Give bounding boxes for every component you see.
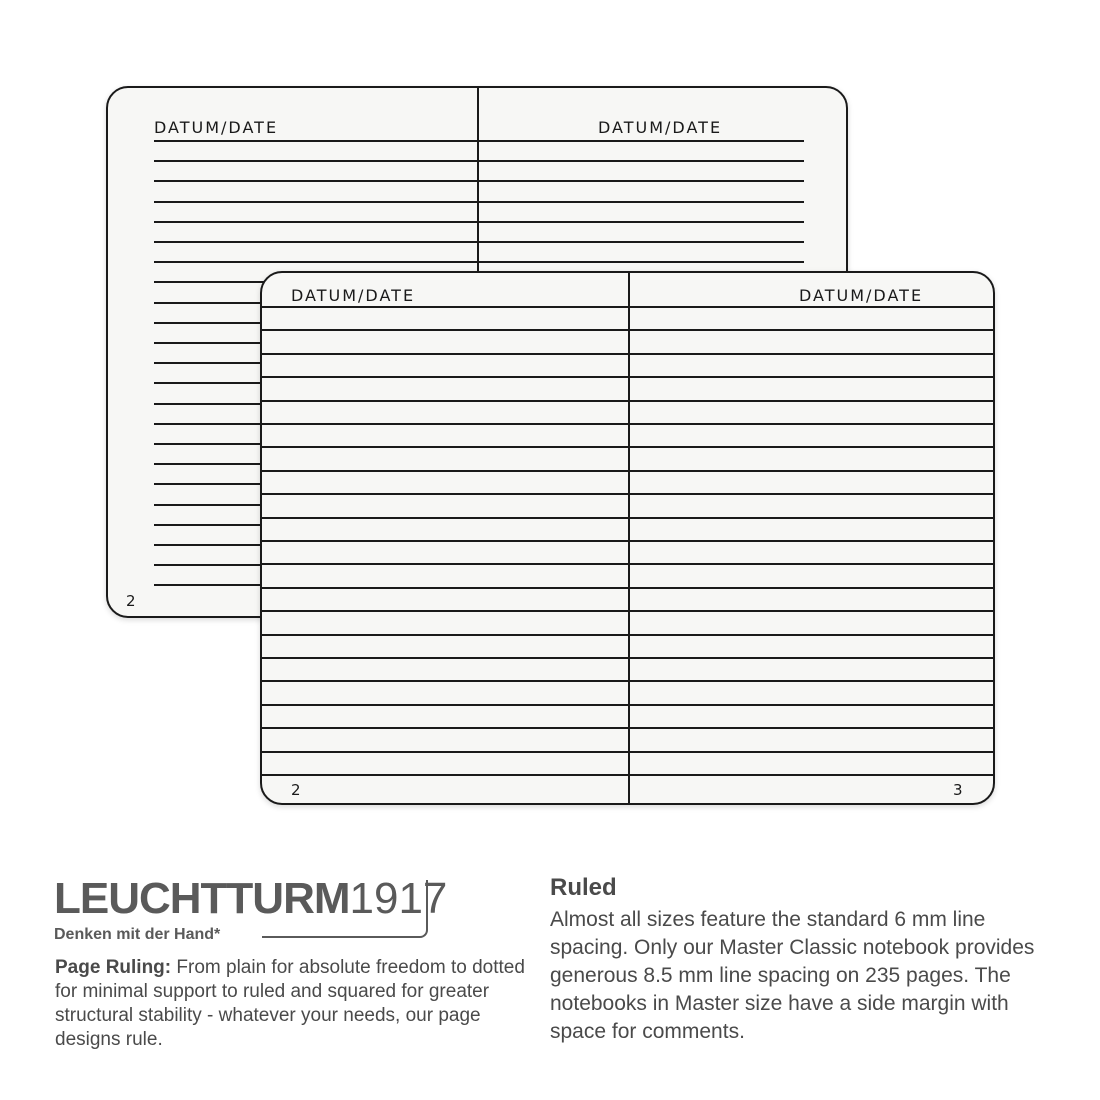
notebook-front-rule-line [262, 400, 995, 402]
notebook-front-rule-line [262, 446, 995, 448]
brand-logo-bracket [262, 880, 428, 938]
notebook-back-rule-line [154, 140, 804, 142]
notebook-front-rule-line [262, 634, 995, 636]
brand-year: 1917 [349, 874, 448, 923]
notebook-back-left-date-label: DATUM/DATE [154, 118, 279, 137]
notebook-front-rule-line [262, 610, 995, 612]
notebook-front-rule-line [262, 540, 995, 542]
notebook-front-rule-line [262, 563, 995, 565]
notebook-back-rule-line [154, 241, 804, 243]
notebook-back-rule-line [154, 221, 804, 223]
notebook-front-rule-line [262, 680, 995, 682]
ruled-description: Almost all sizes feature the standard 6 mm line spacing. Only our Master Classic notebook provides generous 8.5 mm line spacing on 235 pages. The notebooks in Master size have a side margin with space for comments. [550, 908, 1035, 1043]
notebook-front-rule-line [262, 493, 995, 495]
notebook-front-rule-line [262, 329, 995, 331]
brand-name: LEUCHTTURM [54, 874, 350, 923]
notebook-front-rule-line [262, 517, 995, 519]
notebook-front-rule-line [262, 751, 995, 753]
notebook-front-rule-line [262, 423, 995, 425]
page-ruling-label: Page Ruling: [55, 957, 172, 978]
ruled-title: Ruled [550, 874, 617, 901]
notebook-front-rule-line [262, 704, 995, 706]
notebook-front-page-number-left: 2 [291, 781, 301, 799]
notebook-front-rule-line [262, 470, 995, 472]
notebook-back-rule-line [154, 201, 804, 203]
notebook-front-rule-line [262, 774, 995, 776]
notebook-back-rule-line [154, 261, 804, 263]
notebook-back-rule-line [154, 180, 804, 182]
notebook-front-spread [260, 271, 995, 805]
notebook-front-rule-line [262, 353, 995, 355]
page-ruling-text: From plain for absolute freedom to dotted for minimal support to ruled and squared for greater structural stability - whatever your needs, our page designs rule. [55, 957, 525, 1050]
notebook-front-right-date-label: DATUM/DATE [799, 286, 924, 305]
notebook-front-page-number-right: 3 [953, 781, 963, 799]
notebook-back-right-date-label: DATUM/DATE [598, 118, 723, 137]
page-ruling-description [55, 956, 525, 1052]
notebook-back-rule-line [154, 160, 804, 162]
notebook-front-rule-line [262, 376, 995, 378]
notebook-back-page-number-left: 2 [126, 592, 136, 610]
notebook-front-rule-line [262, 306, 995, 308]
notebook-front-rule-line [262, 587, 995, 589]
brand-tagline: Denken mit der Hand* [54, 926, 221, 943]
notebook-front-left-date-label: DATUM/DATE [291, 286, 416, 305]
notebook-front-rule-line [262, 657, 995, 659]
notebook-front-rule-line [262, 727, 995, 729]
